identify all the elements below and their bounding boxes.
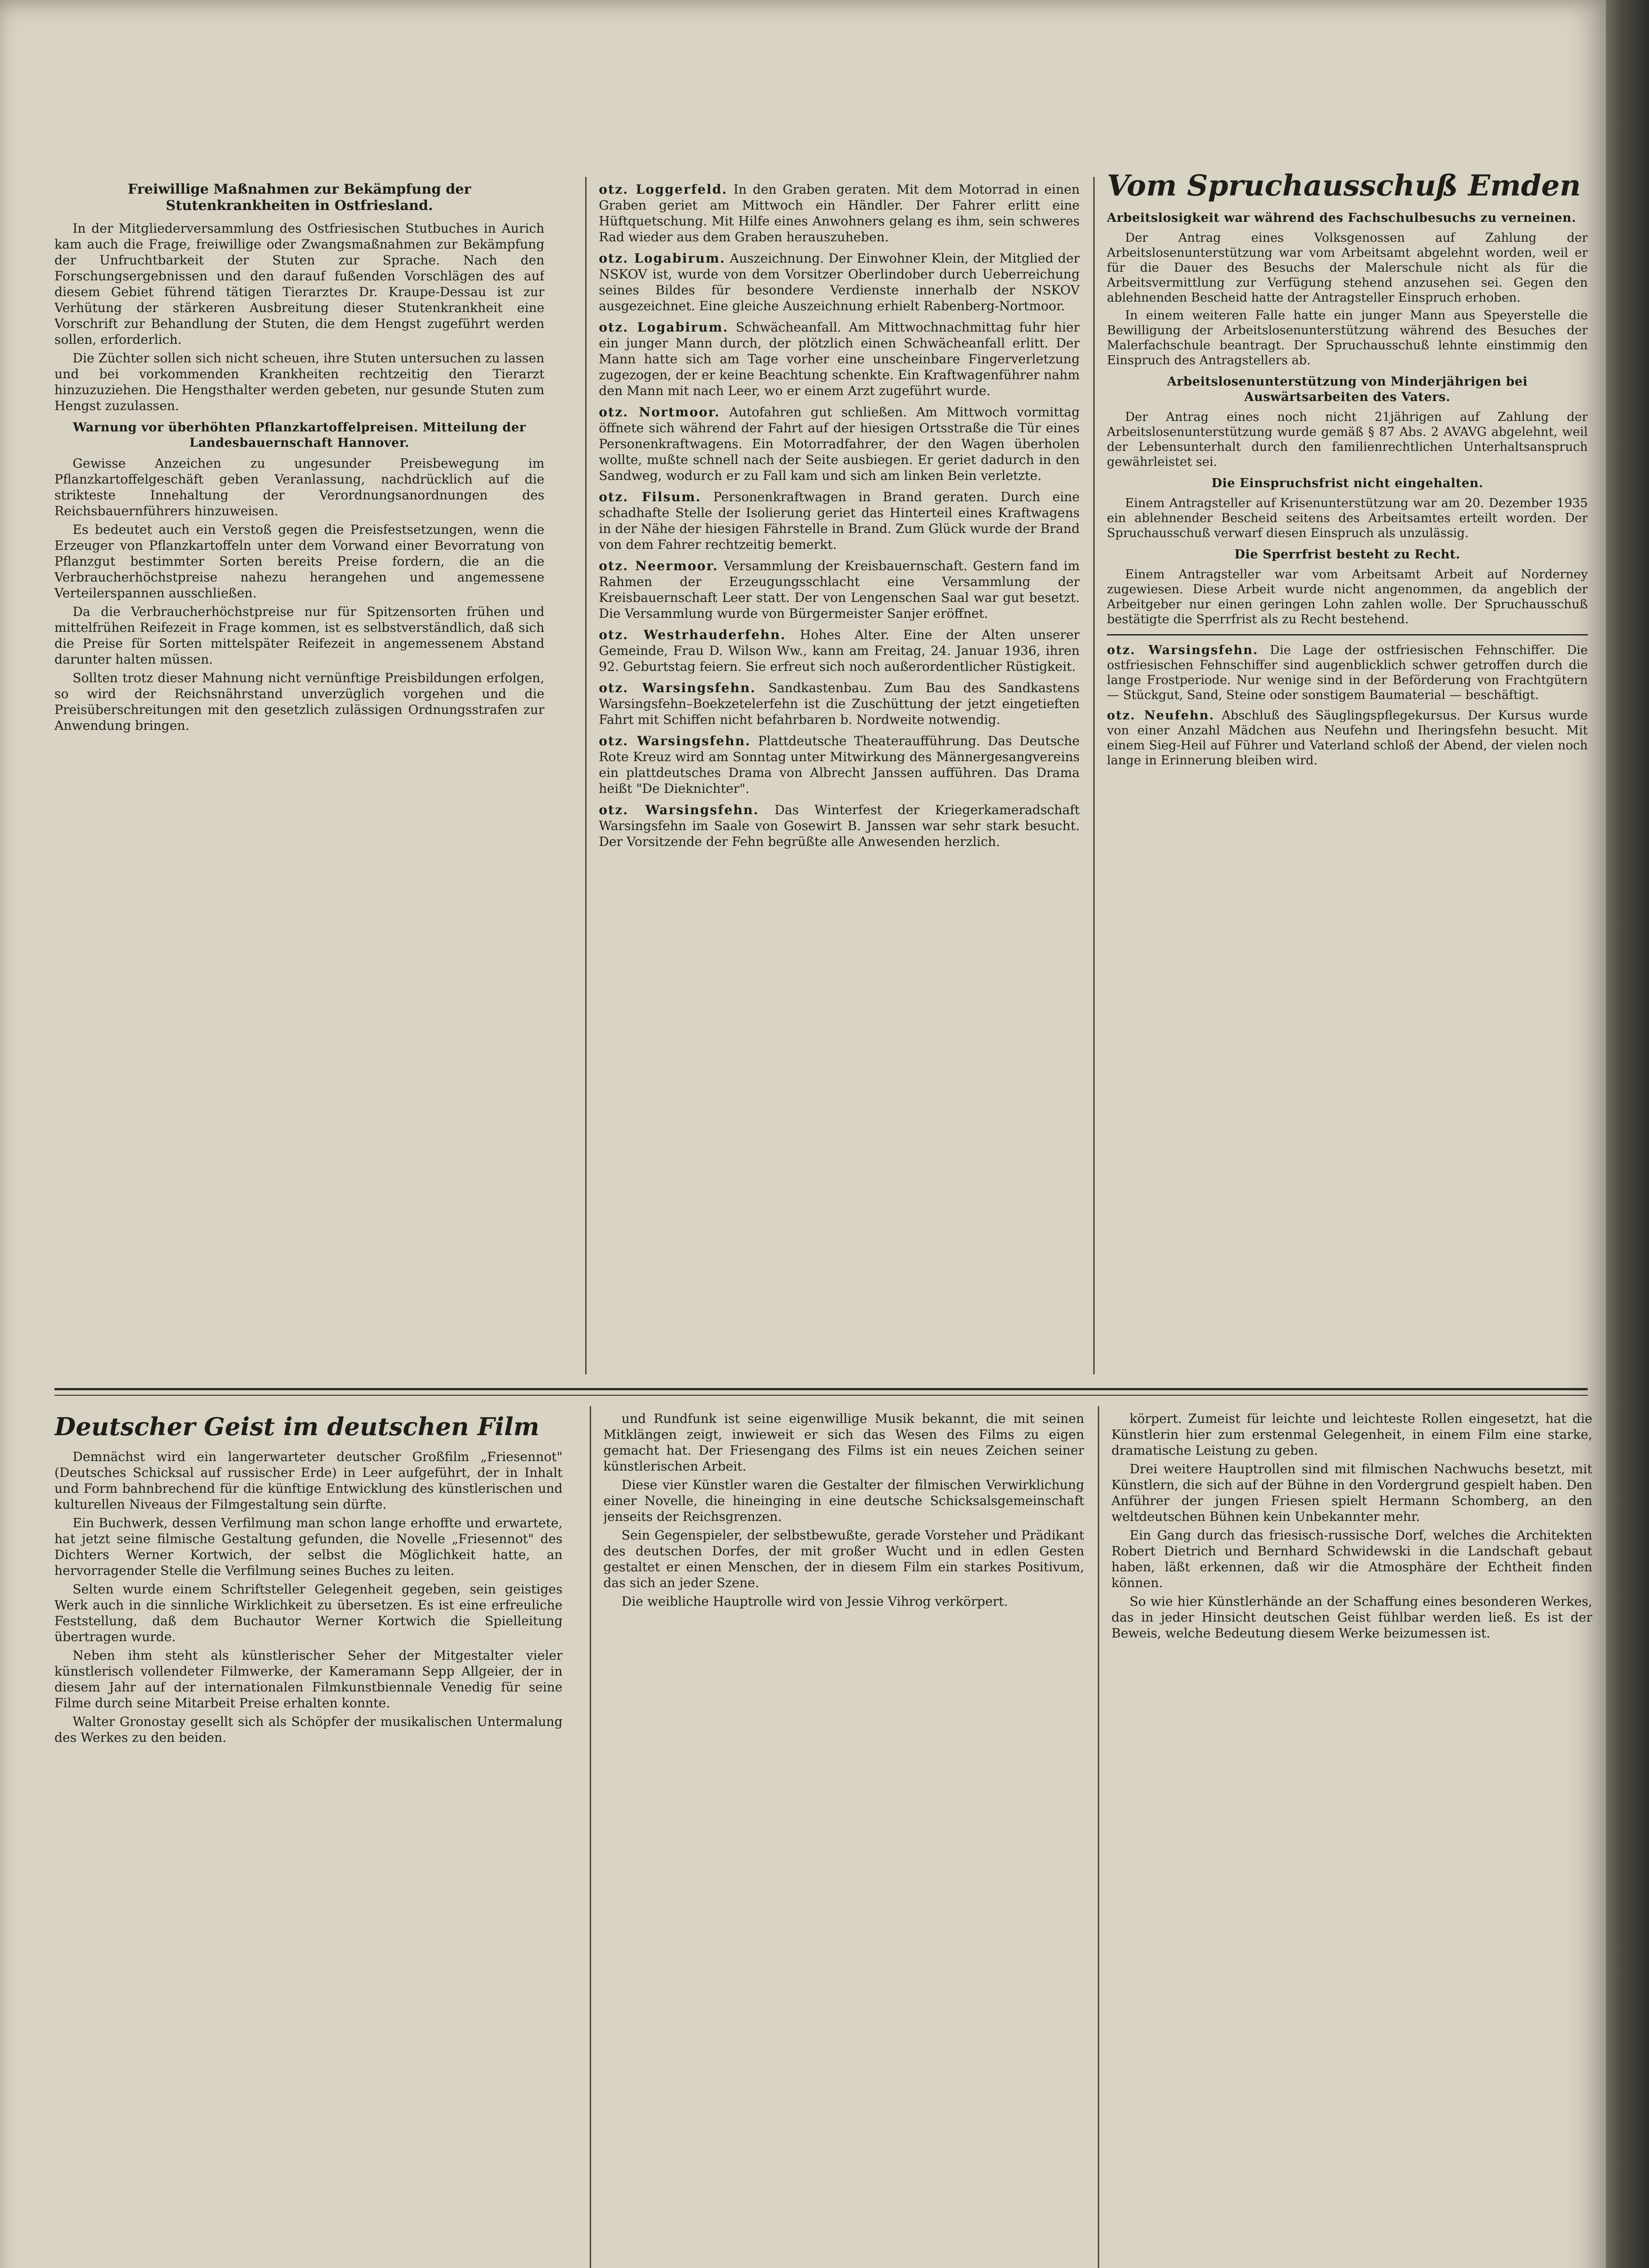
bottom-column-1 bbox=[54, 1411, 563, 2268]
paragraph: Walter Gronostay gesellt sich als Schöpfer der musikalischen Untermalung des Werkes zu den beiden. bbox=[54, 1714, 563, 1745]
column-2 bbox=[599, 181, 1080, 1352]
page-fold-shadow bbox=[1606, 0, 1649, 2268]
article-headline-pflanzkartoffel: Warnung vor überhöhten Pflanzkartoffelpreisen. Mitteilung der Landesbauernschaft Hannover. bbox=[73, 420, 526, 450]
article-title-deutscher-geist: Deutscher Geist im deutschen Film bbox=[54, 1412, 539, 1441]
paragraph: Demnächst wird ein langerwarteter deutscher Großfilm „Friesennot" (Deutsches Schicksal auf russischer Erde) in Leer aufgeführt, der in Inhalt und Form bahnbrechend für die künftige Entwicklung des künstlerischen und kulturellen Niveaus der Filmgestaltung sein dürfte. bbox=[54, 1449, 563, 1512]
column-divider bbox=[1098, 1406, 1099, 2268]
news-item: otz. Warsingsfehn. Plattdeutsche Theateraufführung. Das Deutsche Rote Kreuz wird am Sonntag unter Mitwirkung des Männergesangvereins ein plattdeutsches Drama von Albrecht Janssen aufführen. Das Drama heißt "De Dieknichter". bbox=[599, 733, 1080, 796]
paragraph: Drei weitere Hauptrollen sind mit filmischen Nachwuchs besetzt, mit Künstlern, die sich auf der Bühne in den Vordergrund gespielt haben. Den Anführer der jungen Friesen spielt Hermann Schomberg, an den weltdeutschen Bühnen kein Unbekannter mehr. bbox=[1111, 1461, 1592, 1524]
paragraph: Sollten trotz dieser Mahnung nicht vernünftige Preisbildungen erfolgen, so wird der Reichsnährstand unverzüglich vorgehen und die Preisüberschreitungen mit den gesetzlich zulässigen Ordnungsstrafen zur Anwendung bringen. bbox=[54, 670, 544, 733]
paragraph: Einem Antragsteller auf Krisenunterstützung war am 20. Dezember 1935 ein ablehnender Bescheid seitens des Arbeitsamtes erteilt worden. Der Spruchausschuß verwarf diesen Einspruch als unzulässig. bbox=[1107, 496, 1588, 540]
news-item: otz. Nortmoor. Autofahren gut schließen. Am Mittwoch vormittag öffnete sich während der Fahrt auf der hiesigen Ortsstraße die Tür eines Personenkraftwagens. Ein Motorradfahrer, der den Wagen überholen wollte, mußte schnell nach der Seite ausbiegen. Er geriet dadurch in den Sandweg, wodurch er zu Fall kam und sich am linken Bein verletzte. bbox=[599, 405, 1080, 483]
paragraph: Ein Buchwerk, dessen Verfilmung man schon lange erhoffte und erwartete, hat jetzt seine filmische Gestaltung gefunden, die Novelle „Friesennot" des Dichters Werner Kortwich, der selbst die Möglichkeit hatte, an hervorragender Stelle die Verfilmung seines Buches zu leiten. bbox=[54, 1515, 563, 1578]
paragraph: In der Mitgliederversammlung des Ostfriesischen Stutbuches in Aurich kam auch die Frage, freiwillige oder Zwangsmaßnahmen zur Bekämpfung der Unfruchtbarkeit der Stuten zur Sprache. Nach den Forschungsergebnissen und den darauf fußenden Vorschlägen des auf diesem Gebiet führend tätigen Tierarztes Dr. Kraupe-Dessau ist zur Verhütung der stärkeren Ausbreitung dieser Stutenkrankheit eine Vorschrift zur Behandlung der Stuten, die dem Hengst zugeführt werden sollen, erforderlich. bbox=[54, 221, 544, 347]
column-divider bbox=[585, 177, 587, 1374]
divider bbox=[1107, 634, 1588, 635]
bottom-column-2 bbox=[603, 1411, 1084, 2268]
paragraph: Der Antrag eines noch nicht 21jährigen auf Zahlung der Arbeitslosenunterstützung wurde gemäß § 87 Abs. 2 AVAVG abgelehnt, weil der Lebensunterhalt durch den familienrechtlichen Unterhaltsanspruch gewährleistet sei. bbox=[1107, 410, 1588, 469]
paragraph: körpert. Zumeist für leichte und leichteste Rollen eingesetzt, hat die Künstlerin hier zum erstenmal Gelegenheit, in einem Film eine starke, dramatische Leistung zu geben. bbox=[1111, 1411, 1592, 1458]
news-item: otz. Filsum. Personenkraftwagen in Brand geraten. Durch eine schadhafte Stelle der Isolierung geriet das Hinterteil eines Kraftwagens in der Nähe der hiesigen Fährstelle in Brand. Zum Glück wurde der Brand von dem Fahrer rechtzeitig bemerkt. bbox=[599, 489, 1080, 552]
paragraph: Neben ihm steht als künstlerischer Seher der Mitgestalter vieler künstlerisch vollendeter Filmwerke, der Kameramann Sepp Allgeier, der in diesem Jahr auf der internationalen Filmkunstbiennale Venedig für seine Filme durch seine Mitarbeit Preise erhalten konnte. bbox=[54, 1648, 563, 1711]
paragraph: Selten wurde einem Schriftsteller Gelegenheit gegeben, sein geistiges Werk auch in die sinnliche Wirklichkeit zu übersetzen. Es ist eine erfreuliche Feststellung, daß dem Buchautor Werner Kortwich die Spielleitung übertragen wurde. bbox=[54, 1582, 563, 1644]
news-item: otz. Neufehn. Abschluß des Säuglingspflegekursus. Der Kursus wurde von einer Anzahl Mädchen aus Neufehn und Iheringsfehn besucht. Mit einem Sieg-Heil auf Führer und Vaterland schloß der Abend, der vielen noch lange in Erinnerung bleiben wird. bbox=[1107, 709, 1588, 767]
news-item: otz. Warsingsfehn. Sandkastenbau. Zum Bau des Sandkastens Warsingsfehn–Boekzetelerfehn ist die Zuschüttung der jetzt eingetieften Fahrt mit Schiffen nicht befahrbaren b. Nordweite notwendig. bbox=[599, 680, 1080, 727]
section-headline: Arbeitslosigkeit war während des Fachschulbesuchs zu verneinen. bbox=[1107, 211, 1576, 225]
news-item: otz. Westrhauderfehn. Hohes Alter. Eine der Alten unserer Gemeinde, Frau D. Wilson Ww., kann am Freitag, 24. Januar 1936, ihren 92. Geburtstag feiern. Sie erfreut sich noch außerordentlicher Rüstigkeit. bbox=[599, 627, 1080, 674]
news-item: otz. Neermoor. Versammlung der Kreisbauernschaft. Gestern fand im Rahmen der Erzeugungsschlacht eine Versammlung der Kreisbauernschaft Leer statt. Der von Lengenschen Saal war gut besetzt. Die Versammlung wurde von Bürgermeister Sanjer eröffnet. bbox=[599, 558, 1080, 621]
section-title-spruchausschuss: Vom Spruchausschuß Emden bbox=[1107, 169, 1581, 203]
section-headline: Die Einspruchsfrist nicht eingehalten. bbox=[1211, 476, 1483, 490]
paragraph: Die weibliche Hauptrolle wird von Jessie Vihrog verkörpert. bbox=[621, 1594, 1008, 1609]
paragraph: und Rundfunk ist seine eigenwillige Musik bekannt, die mit seinen Mitklängen zeigt, inwieweit er sich das Wesen des Films zu eigen gemacht hat. Der Friesengang des Films ist ein neues Zeichen seiner künstlerischen Arbeit. bbox=[603, 1411, 1084, 1474]
paragraph: Einem Antragsteller war vom Arbeitsamt Arbeit auf Norderney zugewiesen. Diese Arbeit wurde nicht angenommen, da angeblich der Arbeitgeber nur einen geringen Lohn zahlen wolle. Der Spruchausschuß bestätigte die Sperrfrist als zu Recht bestehend. bbox=[1107, 567, 1588, 626]
news-item: otz. Logabirum. Auszeichnung. Der Einwohner Klein, der Mitglied der NSKOV ist, wurde von dem Vorsitzer Oberlindober durch Ueberreichung seines Bildes für besondere Verdienste innerhalb der NSKOV ausgezeichnet. Eine gleiche Auszeichnung erhielt Rabenberg-Nortmoor. bbox=[599, 251, 1080, 313]
paragraph: So wie hier Künstlerhände an der Schaffung eines besonderen Werkes, das in jeder Hinsicht deutschen Geist fühlbar werden ließ. Es ist der Beweis, welche Bedeutung diesem Werke beizumessen ist. bbox=[1111, 1594, 1592, 1641]
news-item: otz. Warsingsfehn. Die Lage der ostfriesischen Fehnschiffer. Die ostfriesischen Fehnschiffer sind augenblicklich schwer getroffen durch die lange Frostperiode. Nur wenige sind in der Beförderung von Frachtgütern — Stückgut, Sand, Steine oder sonstigem Baumaterial — beschäftigt. bbox=[1107, 643, 1588, 702]
section-headline: Die Sperrfrist besteht zu Recht. bbox=[1234, 547, 1460, 562]
column-divider bbox=[1093, 177, 1095, 1374]
paragraph: Diese vier Künstler waren die Gestalter der filmischen Verwirklichung einer Novelle, die hineinging in eine deutsche Schicksalsgemeinschaft jenseits der Reichsgrenzen. bbox=[603, 1477, 1084, 1524]
paragraph: Es bedeutet auch ein Verstoß gegen die Preisfestsetzungen, wenn die Erzeuger von Pflanzkartoffeln unter dem Vorwand einer Bevorratung von Pflanzgut bestimmter Sorten bereits Preise fordern, die an die Verbraucherhöchstpreise nahezu herangehen und angemessene Verteilerspannen ausschließen. bbox=[54, 522, 544, 601]
section-separator bbox=[54, 1388, 1588, 1390]
section-headline: Arbeitslosenunterstützung von Minderjährigen bei Auswärtsarbeiten des Vaters. bbox=[1167, 375, 1528, 404]
bottom-column-3 bbox=[1111, 1411, 1592, 2268]
paragraph: Da die Verbraucherhöchstpreise nur für Spitzensorten frühen und mittelfrühen Reifezeit in Frage kommen, ist es selbstverständlich, daß sich die Preise für Sorten mittelspäter Reifezeit in angemessenem Abstand darunter halten müssen. bbox=[54, 604, 544, 667]
section-separator bbox=[54, 1395, 1588, 1396]
paragraph: Ein Gang durch das friesisch-russische Dorf, welches die Architekten Robert Dietrich und Bernhard Schwidewski in die Landschaft gebaut haben, läßt erkennen, daß wir die Atmosphäre der Echtheit finden können. bbox=[1111, 1528, 1592, 1590]
article-headline-stutenkrankheiten: Freiwillige Maßnahmen zur Bekämpfung der Stutenkrankheiten in Ostfriesland. bbox=[127, 181, 471, 214]
column-3 bbox=[1107, 168, 1588, 1356]
column-divider bbox=[590, 1406, 591, 2268]
paragraph: Sein Gegenspieler, der selbstbewußte, gerade Vorsteher und Prädikant des deutschen Dorfes, der mit großer Wucht und in edlen Gesten gestaltet er einen Menschen, der in diesem Film ein starkes Positivum, das sich an jeder Szene. bbox=[603, 1528, 1084, 1590]
news-item: otz. Loggerfeld. In den Graben geraten. Mit dem Motorrad in einen Graben geriet am Mittwoch ein Händler. Der Fahrer erlitt eine Hüftquetschung. Mit Hilfe eines Anwohners gelang es ihm, sein schweres Rad wieder aus dem Graben herauszuheben. bbox=[599, 182, 1080, 244]
paragraph: Der Antrag eines Volksgenossen auf Zahlung der Arbeitslosenunterstützung war vom Arbeitsamt abgelehnt worden, weil er für die Dauer des Besuchs der Malerschule nicht als für die Arbeitsvermittlung zur Verfügung stehend anzusehen sei. Gegen den ablehnenden Bescheid hatte der Antragsteller Einspruch erhoben. bbox=[1107, 231, 1588, 305]
news-item: otz. Logabirum. Schwächeanfall. Am Mittwochnachmittag fuhr hier ein junger Mann durch, der plötzlich einen Schwächeanfall erlitt. Der Mann hatte sich am Tage vorher eine unscheinbare Fingerverletzung zugezogen, der er keine Beachtung schenkte. Ein Kraftwagenführer nahm den Mann mit nach Leer, wo er einem Arzt zugeführt wurde. bbox=[599, 320, 1080, 398]
paragraph: In einem weiteren Falle hatte ein junger Mann aus Speyerstelle die Bewilligung der Arbeitslosenunterstützung während des Besuches der Malerfachschule beantragt. Der Spruchausschuß lehnte einstimmig den Einspruch des Antragstellers ab. bbox=[1107, 308, 1588, 367]
news-item: otz. Warsingsfehn. Das Winterfest der Kriegerkameradschaft Warsingsfehn im Saale von Gosewirt B. Janssen war sehr stark besucht. Der Vorsitzende der Fehn begrüßte alle Anwesenden herzlich. bbox=[599, 802, 1080, 849]
column-1 bbox=[54, 181, 544, 1352]
paragraph: Die Züchter sollen sich nicht scheuen, ihre Stuten untersuchen zu lassen und bei vorkommenden Krankheiten rechtzeitig den Tierarzt hinzuzuziehen. Die Hengsthalter werden gebeten, nur gesunde Stuten zum Hengst zuzulassen. bbox=[54, 351, 544, 413]
paragraph: Gewisse Anzeichen zu ungesunder Preisbewegung im Pflanzkartoffelgeschäft geben Veranlassung, nachdrücklich auf die strikteste Innehaltung der Verordnungsanordnungen des Reichsbauernführers hinzuweisen. bbox=[54, 456, 544, 518]
